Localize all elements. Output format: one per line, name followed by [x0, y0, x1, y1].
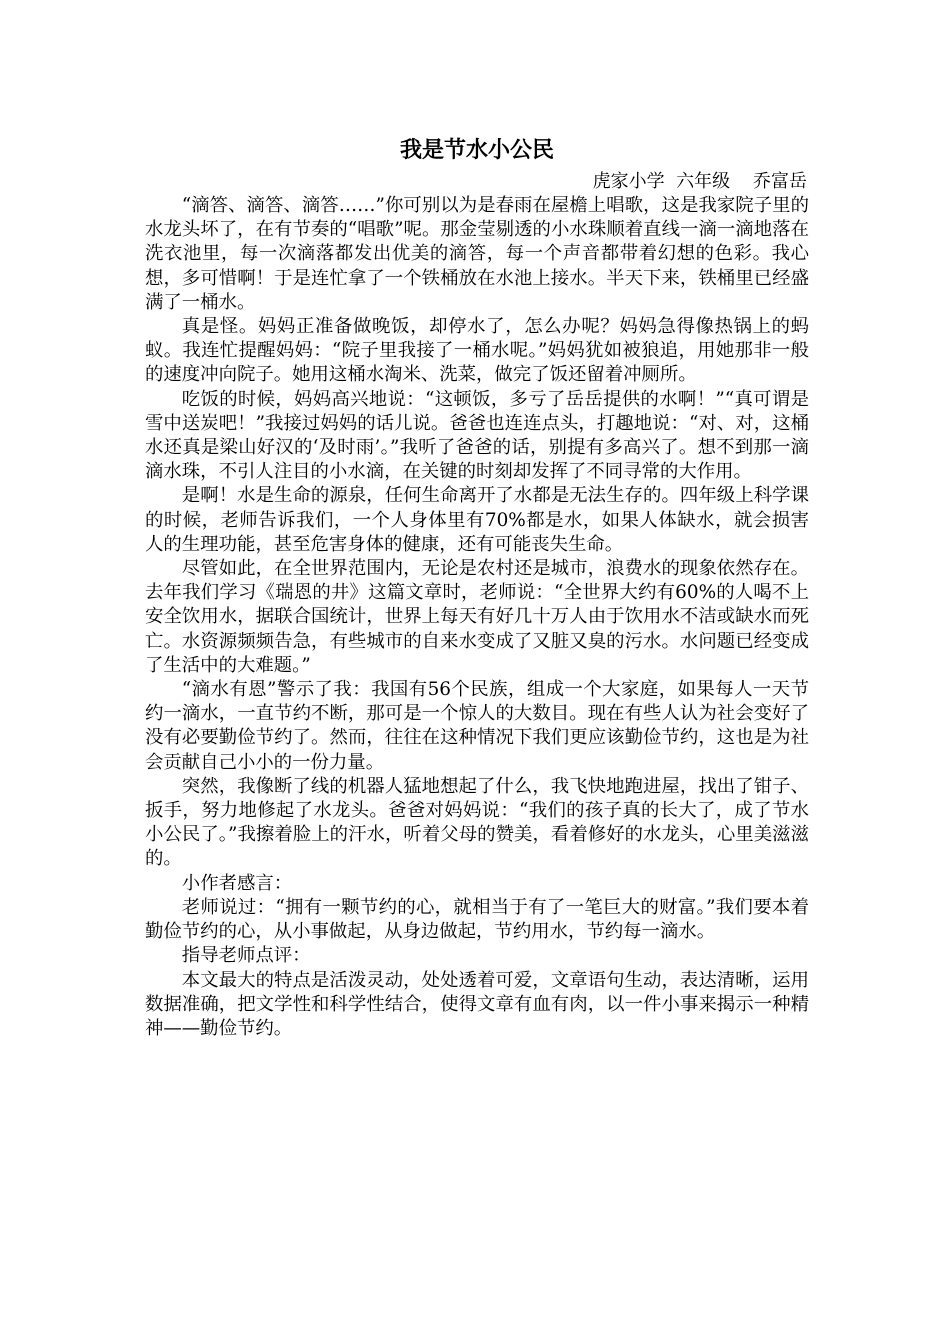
- paragraph: 吃饭的时候，妈妈高兴地说：“这顿饭，多亏了岳岳提供的水啊！”“真可谓是雪中送炭吧！”我接过妈妈的话儿说。爸爸也连连点头，打趣地说：“对、对，这桶水还真是梁山好汉的‘及时雨’。”我听了爸爸的话，别提有多高兴了。想不到那一滴滴水珠，不引人注目的小水滴，在关键的时刻却发挥了不同寻常的大作用。: [145, 388, 809, 483]
- author-byline: 虎家小学 六年级 乔富岳: [592, 171, 807, 192]
- paragraph: 老师说过：“拥有一颗节约的心，就相当于有了一笔巨大的财富。”我们要本着勤俭节约的心，从小事做起，从身边做起，节约用水，节约每一滴水。: [145, 896, 809, 943]
- paragraph: 真是怪。妈妈正准备做晚饭，却停水了，怎么办呢？妈妈急得像热锅上的蚂蚁。我连忙提醒妈妈：“院子里我接了一桶水呢。”妈妈犹如被狼追，用她那非一般的速度冲向院子。她用这桶水淘米、洗菜，做完了饭还留着冲厕所。: [145, 316, 809, 386]
- paragraph: “滴答、滴答、滴答……”你可别以为是春雨在屋檐上唱歌，这是我家院子里的水龙头坏了，在有节奏的“唱歌”呢。那金莹剔透的小水珠顺着直线一滴一滴地落在洗衣池里，每一次滴落都发出优美的滴答，每一个声音都带着幻想的色彩。我心想，多可惜啊！于是连忙拿了一个铁桶放在水池上接水。半天下来，铁桶里已经盛满了一桶水。: [145, 195, 809, 313]
- document-title: 我是节水小公民: [399, 138, 554, 163]
- paragraph: 突然，我像断了线的机器人猛地想起了什么，我飞快地跑进屋，找出了钳子、扳手，努力地修起了水龙头。爸爸对妈妈说：“我们的孩子真的长大了，成了节水小公民了。”我擦着脸上的汗水，听着父母的赞美，看着修好的水龙头，心里美滋滋的。: [145, 775, 809, 870]
- document-page: [145, 0, 809, 1041]
- paragraph: 尽管如此，在全世界范围内，无论是农村还是城市，浪费水的现象依然存在。去年我们学习《瑞恩的井》这篇文章时，老师说：“全世界大约有60%的人喝不上安全饮用水，据联合国统计，世界上每天有好几十万人由于饮用水不洁或缺水而死亡。水资源频频告急，有些城市的自来水变成了又脏又臭的污水。水问题已经变成了生活中的大难题。”: [145, 558, 809, 676]
- paragraph: 是啊！水是生命的源泉，任何生命离开了水都是无法生存的。四年级上科学课的时候，老师告诉我们，一个人身体里有70%都是水，如果人体缺水，就会损害人的生理功能，甚至危害身体的健康，还有可能丧失生命。: [145, 485, 809, 555]
- document-body: [145, 194, 809, 1041]
- author-note-heading: 小作者感言：: [181, 872, 293, 894]
- paragraph: 本文最大的特点是活泼灵动，处处透着可爱，文章语句生动，表达清晰，运用数据准确，把文学性和科学性结合，使得文章有血有肉，以一件小事来揭示一种精神——勤俭节约。: [145, 969, 809, 1039]
- teacher-comment-heading: 指导老师点评：: [181, 945, 311, 967]
- paragraph: “滴水有恩”警示了我：我国有56个民族，组成一个大家庭，如果每人一天节约一滴水，一直节约不断，那可是一个惊人的大数目。现在有些人认为社会变好了没有必要勤俭节约了。然而，往往在这种情况下我们更应该勤俭节约，这也是为社会贡献自己小小的一份力量。: [145, 679, 809, 773]
